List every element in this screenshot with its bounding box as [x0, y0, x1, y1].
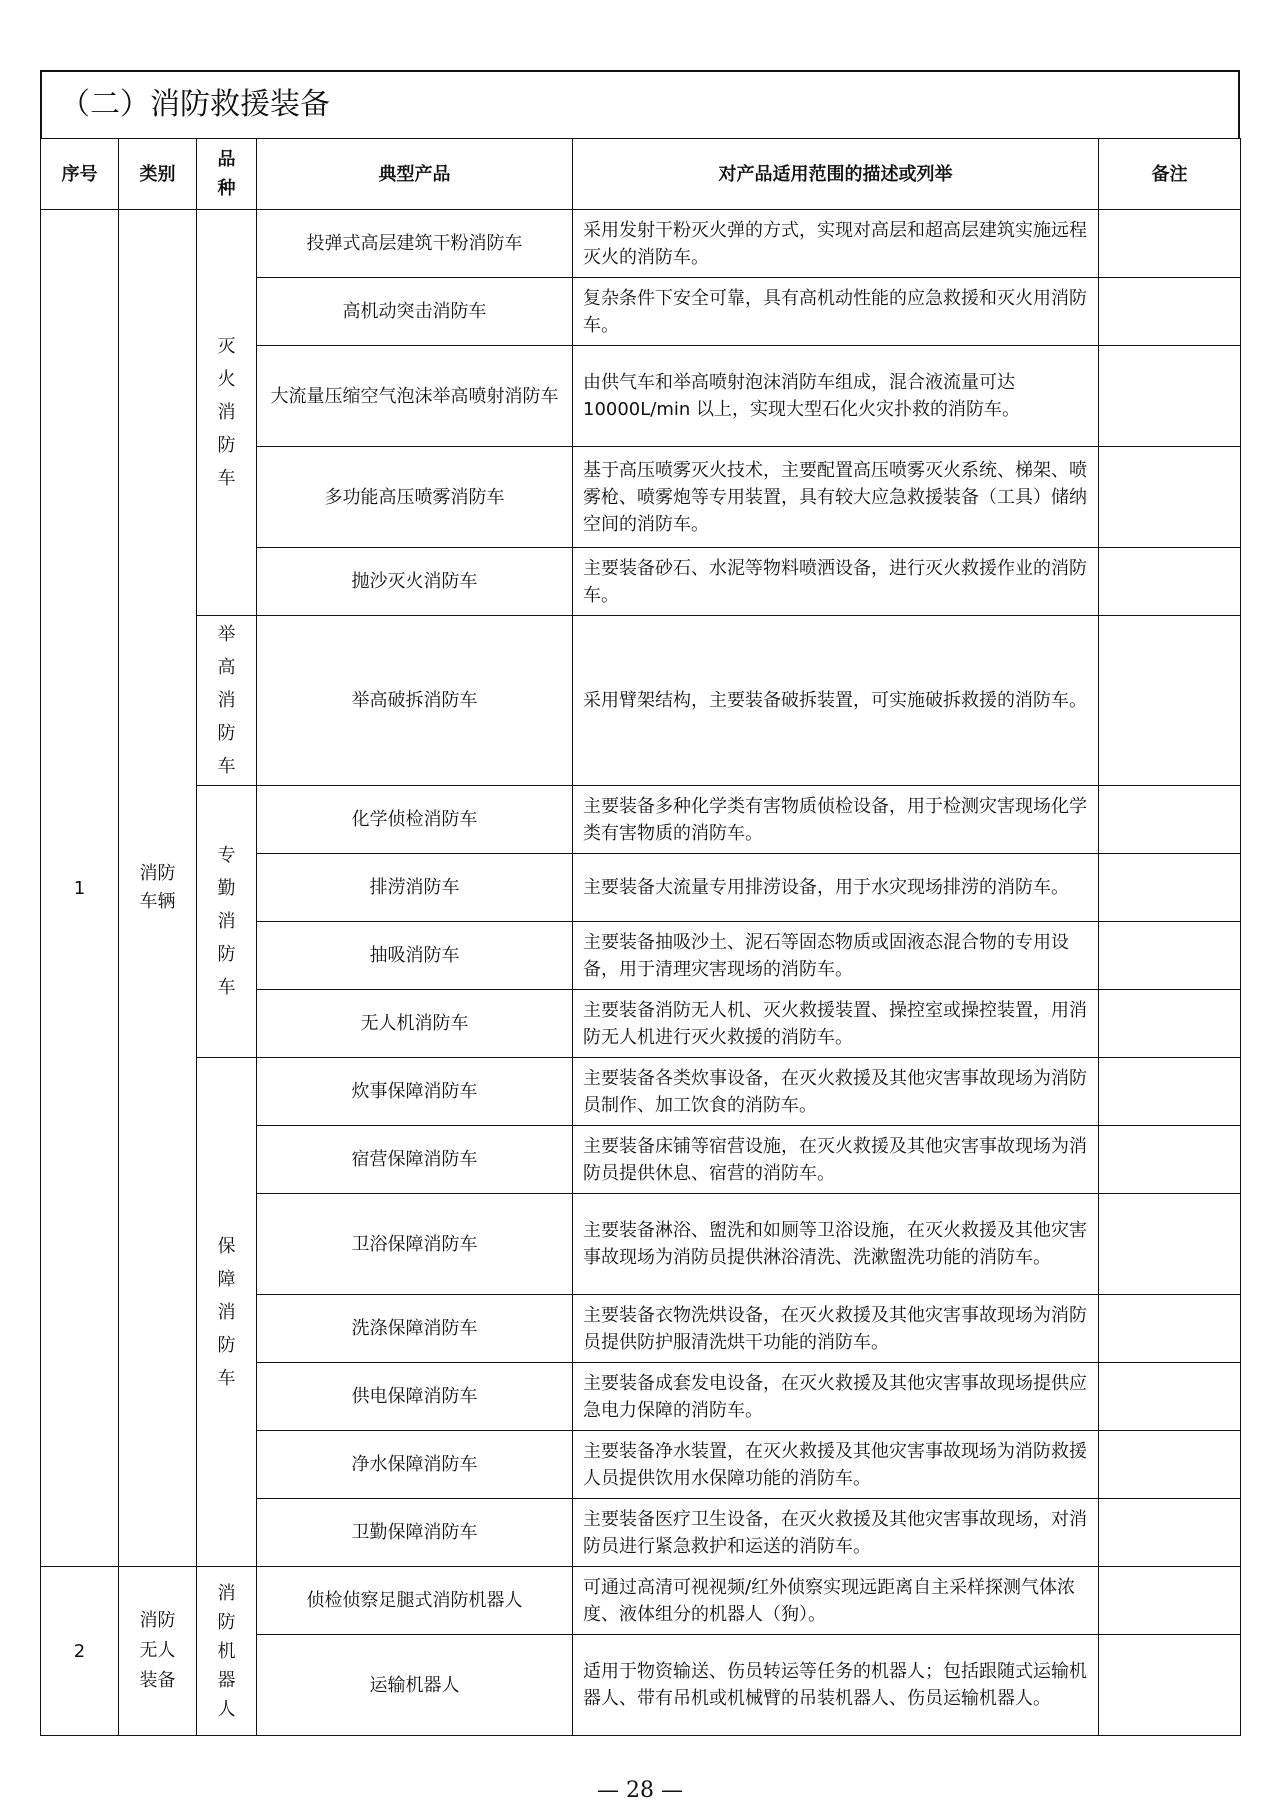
- header-variety: 品种: [197, 139, 257, 210]
- product-cell: 侦检侦察足腿式消防机器人: [257, 1567, 573, 1635]
- remarks-cell: [1099, 447, 1241, 548]
- page-number: — 28 —: [597, 1778, 683, 1803]
- category-cell: 消防车辆: [119, 210, 197, 1567]
- product-cell: 抽吸消防车: [257, 922, 573, 990]
- product-cell: 卫浴保障消防车: [257, 1194, 573, 1295]
- remarks-cell: [1099, 1058, 1241, 1126]
- variety-cell: 保障消防车: [197, 1058, 257, 1567]
- remarks-cell: [1099, 854, 1241, 922]
- page-frame: [40, 70, 1240, 1736]
- product-cell: 化学侦检消防车: [257, 786, 573, 854]
- description-cell: 主要装备抽吸沙土、泥石等固态物质或固液态混合物的专用设备，用于清理灾害现场的消防车。: [573, 922, 1099, 990]
- product-cell: 洗涤保障消防车: [257, 1295, 573, 1363]
- product-cell: 卫勤保障消防车: [257, 1499, 573, 1567]
- variety-cell: 专勤消防车: [197, 786, 257, 1058]
- description-cell: 主要装备净水装置，在灭火救援及其他灾害事故现场为消防救援人员提供饮用水保障功能的消防车。: [573, 1431, 1099, 1499]
- variety-cell: 举高消防车: [197, 616, 257, 786]
- description-cell: 主要装备砂石、水泥等物料喷洒设备，进行灭火救援作业的消防车。: [573, 548, 1099, 616]
- seq-cell: 2: [41, 1567, 119, 1736]
- product-cell: 无人机消防车: [257, 990, 573, 1058]
- category-cell: 消防无人装备: [119, 1567, 197, 1736]
- remarks-cell: [1099, 548, 1241, 616]
- header-category: 类别: [119, 139, 197, 210]
- remarks-cell: [1099, 1363, 1241, 1431]
- remarks-cell: [1099, 1567, 1241, 1635]
- product-cell: 抛沙灭火消防车: [257, 548, 573, 616]
- description-cell: 主要装备床铺等宿营设施，在灭火救援及其他灾害事故现场为消防员提供休息、宿营的消防车。: [573, 1126, 1099, 1194]
- description-cell: 主要装备医疗卫生设备，在灭火救援及其他灾害事故现场，对消防员进行紧急救护和运送的消防车。: [573, 1499, 1099, 1567]
- description-cell: 可通过高清可视视频/红外侦察实现远距离自主采样探测气体浓度、液体组分的机器人（狗）。: [573, 1567, 1099, 1635]
- seq-cell: 1: [41, 210, 119, 1567]
- description-cell: 适用于物资输送、伤员转运等任务的机器人；包括跟随式运输机器人、带有吊机或机械臂的吊装机器人、伤员运输机器人。: [573, 1635, 1099, 1736]
- table-row: [41, 1567, 1241, 1635]
- variety-cell: 灭火消防车: [197, 210, 257, 616]
- description-cell: 主要装备消防无人机、灭火救援装置、操控室或操控装置，用消防无人机进行灭火救援的消防车。: [573, 990, 1099, 1058]
- product-cell: 大流量压缩空气泡沫举高喷射消防车: [257, 346, 573, 447]
- product-cell: 炊事保障消防车: [257, 1058, 573, 1126]
- remarks-cell: [1099, 1295, 1241, 1363]
- remarks-cell: [1099, 922, 1241, 990]
- description-cell: 主要装备淋浴、盥洗和如厕等卫浴设施，在灭火救援及其他灾害事故现场为消防员提供淋浴清洗、洗漱盥洗功能的消防车。: [573, 1194, 1099, 1295]
- description-cell: 主要装备多种化学类有害物质侦检设备，用于检测灾害现场化学类有害物质的消防车。: [573, 786, 1099, 854]
- header-remarks: 备注: [1099, 139, 1241, 210]
- product-cell: 投弹式高层建筑干粉消防车: [257, 210, 573, 278]
- remarks-cell: [1099, 346, 1241, 447]
- remarks-cell: [1099, 1431, 1241, 1499]
- remarks-cell: [1099, 210, 1241, 278]
- header-product: 典型产品: [257, 139, 573, 210]
- description-cell: 主要装备衣物洗烘设备，在灭火救援及其他灾害事故现场为消防员提供防护服清洗烘干功能的消防车。: [573, 1295, 1099, 1363]
- description-cell: 复杂条件下安全可靠，具有高机动性能的应急救援和灭火用消防车。: [573, 278, 1099, 346]
- remarks-cell: [1099, 1635, 1241, 1736]
- table-header-row: [41, 139, 1241, 210]
- product-cell: 举高破拆消防车: [257, 616, 573, 786]
- product-cell: 宿营保障消防车: [257, 1126, 573, 1194]
- header-seq: 序号: [41, 139, 119, 210]
- product-cell: 供电保障消防车: [257, 1363, 573, 1431]
- product-cell: 净水保障消防车: [257, 1431, 573, 1499]
- product-cell: 运输机器人: [257, 1635, 573, 1736]
- remarks-cell: [1099, 786, 1241, 854]
- remarks-cell: [1099, 1126, 1241, 1194]
- remarks-cell: [1099, 1194, 1241, 1295]
- product-cell: 高机动突击消防车: [257, 278, 573, 346]
- description-cell: 基于高压喷雾灭火技术，主要配置高压喷雾灭火系统、梯架、喷雾枪、喷雾炮等专用装置，具有较大应急救援装备（工具）储纳空间的消防车。: [573, 447, 1099, 548]
- description-cell: 主要装备各类炊事设备，在灭火救援及其他灾害事故现场为消防员制作、加工饮食的消防车。: [573, 1058, 1099, 1126]
- variety-cell: 消防机器人: [197, 1567, 257, 1736]
- product-cell: 排涝消防车: [257, 854, 573, 922]
- description-cell: 主要装备成套发电设备，在灭火救援及其他灾害事故现场提供应急电力保障的消防车。: [573, 1363, 1099, 1431]
- remarks-cell: [1099, 990, 1241, 1058]
- table-row: [41, 616, 1241, 786]
- description-cell: 主要装备大流量专用排涝设备，用于水灾现场排涝的消防车。: [573, 854, 1099, 922]
- remarks-cell: [1099, 616, 1241, 786]
- product-cell: 多功能高压喷雾消防车: [257, 447, 573, 548]
- equipment-table: [40, 138, 1241, 1736]
- remarks-cell: [1099, 278, 1241, 346]
- table-row: [41, 786, 1241, 854]
- section-title: （二）消防救援装备: [40, 70, 1240, 138]
- description-cell: 采用臂架结构，主要装备破拆装置，可实施破拆救援的消防车。: [573, 616, 1099, 786]
- description-cell: 采用发射干粉灭火弹的方式，实现对高层和超高层建筑实施远程灭火的消防车。: [573, 210, 1099, 278]
- table-row: [41, 210, 1241, 278]
- table-row: [41, 1058, 1241, 1126]
- remarks-cell: [1099, 1499, 1241, 1567]
- header-description: 对产品适用范围的描述或列举: [573, 139, 1099, 210]
- description-cell: 由供气车和举高喷射泡沫消防车组成，混合液流量可达 10000L/min 以上，实现大型石化火灾扑救的消防车。: [573, 346, 1099, 447]
